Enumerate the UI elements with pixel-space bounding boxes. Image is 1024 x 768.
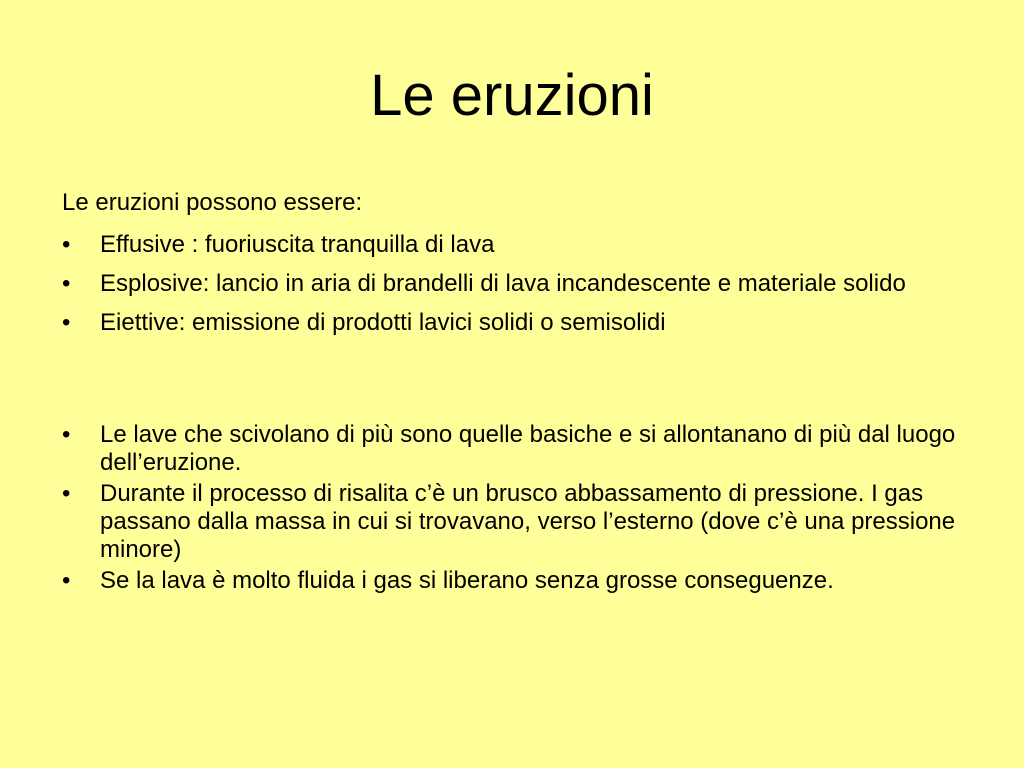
list-item-text: Le lave che scivolano di più sono quelle basiche e si allontanano di più dal luogo dell’eruzione. <box>100 421 956 476</box>
list-item-text: Durante il processo di risalita c’è un brusco abbassamento di pressione. I gas passano dalla massa in cui si trovavano, verso l’esterno (dove c’è una pressione minore) <box>100 480 956 563</box>
list-item-text: Eiettive: emissione di prodotti lavici solidi o semisolidi <box>100 309 666 336</box>
bullet-icon: • <box>62 231 71 258</box>
eruption-types-list <box>62 228 962 345</box>
list-item <box>62 567 962 595</box>
bullet-icon: • <box>62 270 71 297</box>
list-item <box>62 228 962 262</box>
intro-text: Le eruzioni possono essere: <box>62 189 363 216</box>
slide-title: Le eruzioni <box>370 63 654 128</box>
list-item <box>62 421 962 477</box>
list-item-text: Effusive : fuoriuscita tranquilla di lava <box>100 231 495 258</box>
list-item <box>62 306 962 340</box>
list-item <box>62 480 962 564</box>
list-item-text: Esplosive: lancio in aria di brandelli di lava incandescente e materiale solido <box>100 270 906 297</box>
bullet-icon: • <box>62 480 71 507</box>
notes-list <box>62 421 962 598</box>
bullet-icon: • <box>62 567 71 594</box>
list-item <box>62 267 962 301</box>
list-item-text: Se la lava è molto fluida i gas si liberano senza grosse conseguenze. <box>100 567 834 594</box>
bullet-icon: • <box>62 421 71 448</box>
bullet-icon: • <box>62 309 71 336</box>
